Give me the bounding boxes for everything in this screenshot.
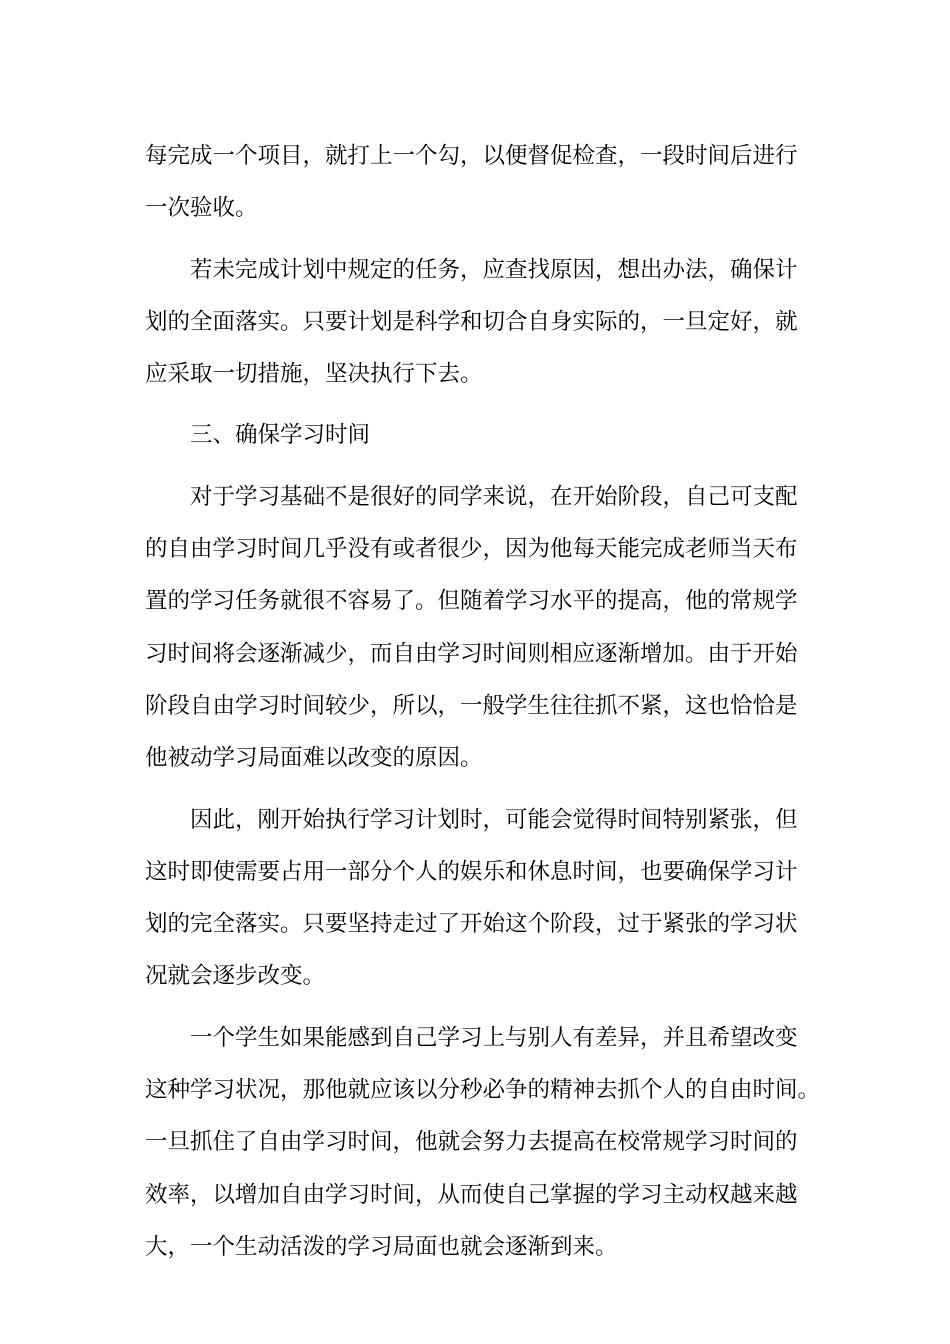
text-line: 况就会逐步改变。 <box>145 963 326 990</box>
text-line: 因此，刚开始执行学习计划时，可能会觉得时间特别紧张，但 <box>190 806 798 833</box>
text-line: 这种学习状况，那他就应该以分秒必争的精神去抓个人的自由时间。 <box>145 1077 821 1104</box>
text-line: 划的全面落实。只要计划是科学和切合自身实际的，一旦定好，就 <box>145 308 798 335</box>
paragraph-unfinished-tasks <box>145 244 805 401</box>
text-line: 每完成一个项目，就打上一个勾，以便督促检查，一段时间后进行 <box>145 143 798 169</box>
text-line: 的自由学习时间几乎没有或者很少，因为他每天能完成老师当天布 <box>145 536 798 563</box>
text-line: 一个学生如果能感到自己学习上与别人有差异，并且希望改变 <box>190 1024 798 1051</box>
text-line: 一次验收。 <box>145 195 258 222</box>
text-line: 应采取一切措施，坚决执行下去。 <box>145 361 483 388</box>
text-line: 划的完全落实。只要坚持走过了开始这个阶段，过于紧张的学习状 <box>145 911 798 938</box>
section-heading <box>145 409 805 461</box>
paragraph-checklist <box>145 130 805 235</box>
text-line: 一旦抓住了自由学习时间，他就会努力去提高在校常规学习时间的 <box>145 1129 798 1156</box>
paragraph-free-time <box>145 1012 821 1273</box>
document-body <box>145 130 821 1273</box>
heading-text: 三、确保学习时间 <box>190 422 371 449</box>
text-line: 效率，以增加自由学习时间，从而使自己掌握的学习主动权越来越 <box>145 1181 798 1208</box>
text-line: 对于学习基础不是很好的同学来说，在开始阶段，自己可支配 <box>190 483 798 510</box>
text-line: 阶段自由学习时间较少，所以，一般学生往往抓不紧，这也恰恰是 <box>145 692 798 719</box>
text-line: 这时即使需要占用一部分个人的娱乐和休息时间，也要确保学习计 <box>145 858 798 885</box>
paragraph-initial-plan <box>145 794 805 1003</box>
text-line: 他被动学习局面难以改变的原因。 <box>145 745 483 772</box>
text-line: 习时间将会逐渐减少，而自由学习时间则相应逐渐增加。由于开始 <box>145 640 798 667</box>
text-line: 置的学习任务就很不容易了。但随着学习水平的提高，他的常规学 <box>145 588 798 615</box>
text-line: 大，一个生动活泼的学习局面也就会逐渐到来。 <box>145 1233 618 1260</box>
paragraph-study-basics <box>145 471 805 785</box>
text-line: 若未完成计划中规定的任务，应查找原因，想出办法，确保计 <box>190 256 798 283</box>
